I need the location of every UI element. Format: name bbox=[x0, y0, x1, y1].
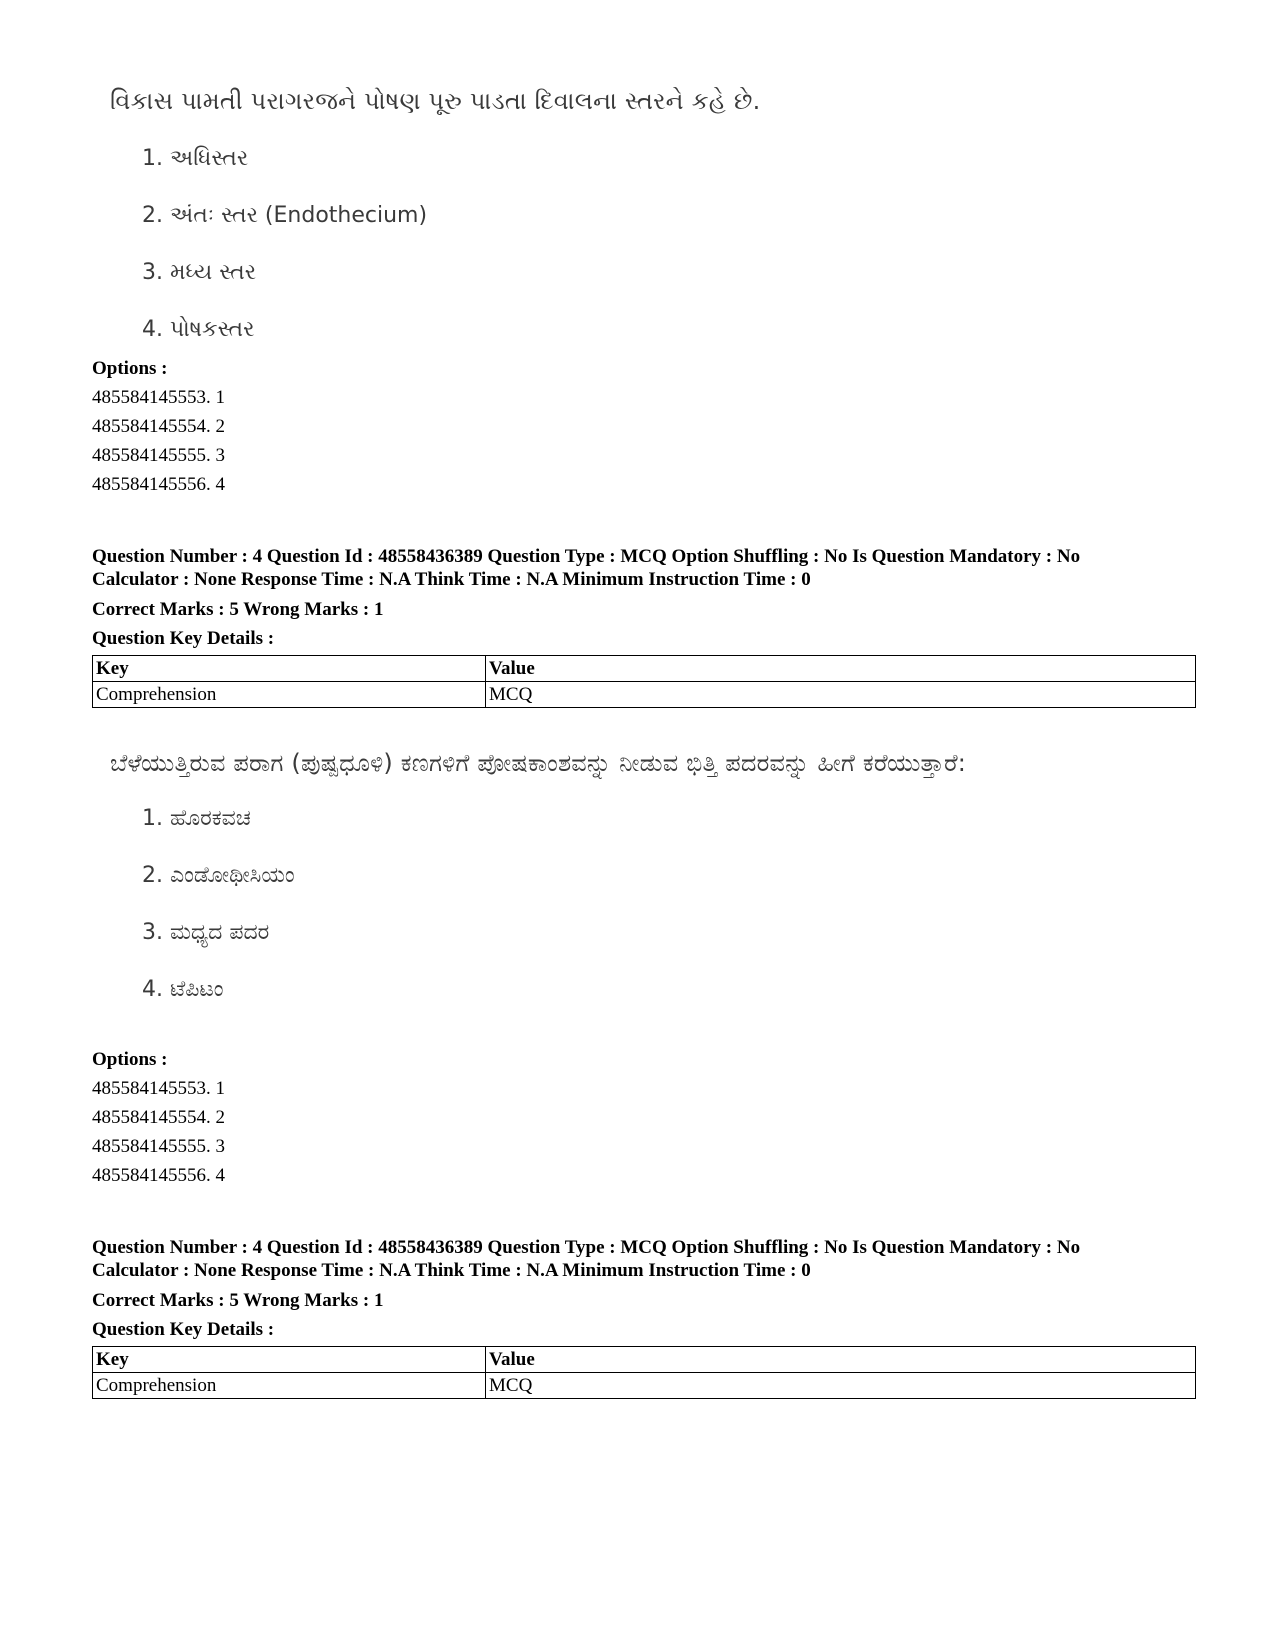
question-option: 1. ಹೊರಕವಚ bbox=[142, 806, 251, 831]
options-block bbox=[92, 354, 1188, 499]
options-label: Options : bbox=[92, 1049, 168, 1070]
question-meta-line: Question Number : 4 Question Id : 48558436389 Question Type : MCQ Option Shuffling : No Is Question Mandatory : No bbox=[92, 1237, 1081, 1258]
table-cell: Comprehension bbox=[93, 1373, 486, 1399]
table-cell: MCQ bbox=[486, 682, 1196, 708]
option-line: 485584145555. 3 bbox=[92, 445, 225, 466]
question-meta-line: Calculator : None Response Time : N.A Think Time : N.A Minimum Instruction Time : 0 bbox=[92, 569, 811, 590]
question-option: 3. મધ્ય સ્તર bbox=[142, 260, 257, 285]
option-line: 485584145553. 1 bbox=[92, 1078, 225, 1099]
question-option: 1. અધિસ્તર bbox=[142, 146, 249, 171]
key-details-table bbox=[92, 655, 1196, 708]
option-line: 485584145555. 3 bbox=[92, 1136, 225, 1157]
question-option: 4. પોષકસ્તર bbox=[142, 317, 255, 342]
option-line: 485584145554. 2 bbox=[92, 416, 225, 437]
question-option: 2. અંતઃ સ્તર (Endothecium) bbox=[142, 203, 428, 228]
key-details-label: Question Key Details : bbox=[92, 628, 275, 649]
table-row bbox=[93, 1373, 1196, 1399]
marks-line: Correct Marks : 5 Wrong Marks : 1 bbox=[92, 599, 384, 620]
question-option: 2. ಎಂಡೋಥೀಸಿಯಂ bbox=[142, 863, 295, 888]
key-details-table bbox=[92, 1346, 1196, 1399]
option-line: 485584145554. 2 bbox=[92, 1107, 225, 1128]
option-line: 485584145553. 1 bbox=[92, 387, 225, 408]
marks-line: Correct Marks : 5 Wrong Marks : 1 bbox=[92, 1290, 384, 1311]
table-header-cell: Value bbox=[486, 1347, 1196, 1373]
table-header-row bbox=[93, 656, 1196, 682]
question-stem: ಬೆಳೆಯುತ್ತಿರುವ ಪರಾಗ (ಪುಷ್ಪಧೂಳಿ) ಕಣಗಳಿಗೆ ಪೋಷಕಾಂಶವನ್ನು ನೀಡುವ ಭಿತ್ತಿ ಪದರವನ್ನು ಹೀಗೆ ಕರೆಯುತ್ತಾರೆ: bbox=[110, 749, 967, 777]
question-meta bbox=[92, 1236, 1188, 1399]
question-option: 3. ಮಧ್ಯದ ಪದರ bbox=[142, 920, 270, 945]
table-header-row bbox=[93, 1347, 1196, 1373]
options-block bbox=[92, 1045, 1188, 1190]
table-row bbox=[93, 682, 1196, 708]
option-line: 485584145556. 4 bbox=[92, 474, 225, 495]
question-image-gujarati bbox=[110, 84, 760, 358]
table-cell: MCQ bbox=[486, 1373, 1196, 1399]
question-option: 4. ಟೆಪಿಟಂ bbox=[142, 977, 224, 1002]
question-stem: વિકાસ પામતી પરાગરજને પોષણ પૂરુ પાડતા દિવાલના સ્તરને કહે છે. bbox=[110, 87, 761, 115]
table-header-cell: Value bbox=[486, 656, 1196, 682]
question-meta bbox=[92, 545, 1188, 708]
option-line: 485584145556. 4 bbox=[92, 1165, 225, 1186]
table-cell: Comprehension bbox=[93, 682, 486, 708]
table-header-cell: Key bbox=[93, 1347, 486, 1373]
key-details-label: Question Key Details : bbox=[92, 1319, 275, 1340]
table-header-cell: Key bbox=[93, 656, 486, 682]
question-meta-line: Calculator : None Response Time : N.A Think Time : N.A Minimum Instruction Time : 0 bbox=[92, 1260, 811, 1281]
question-image-kannada bbox=[110, 746, 1070, 1018]
question-meta-line: Question Number : 4 Question Id : 48558436389 Question Type : MCQ Option Shuffling : No Is Question Mandatory : No bbox=[92, 546, 1081, 567]
options-label: Options : bbox=[92, 358, 168, 379]
